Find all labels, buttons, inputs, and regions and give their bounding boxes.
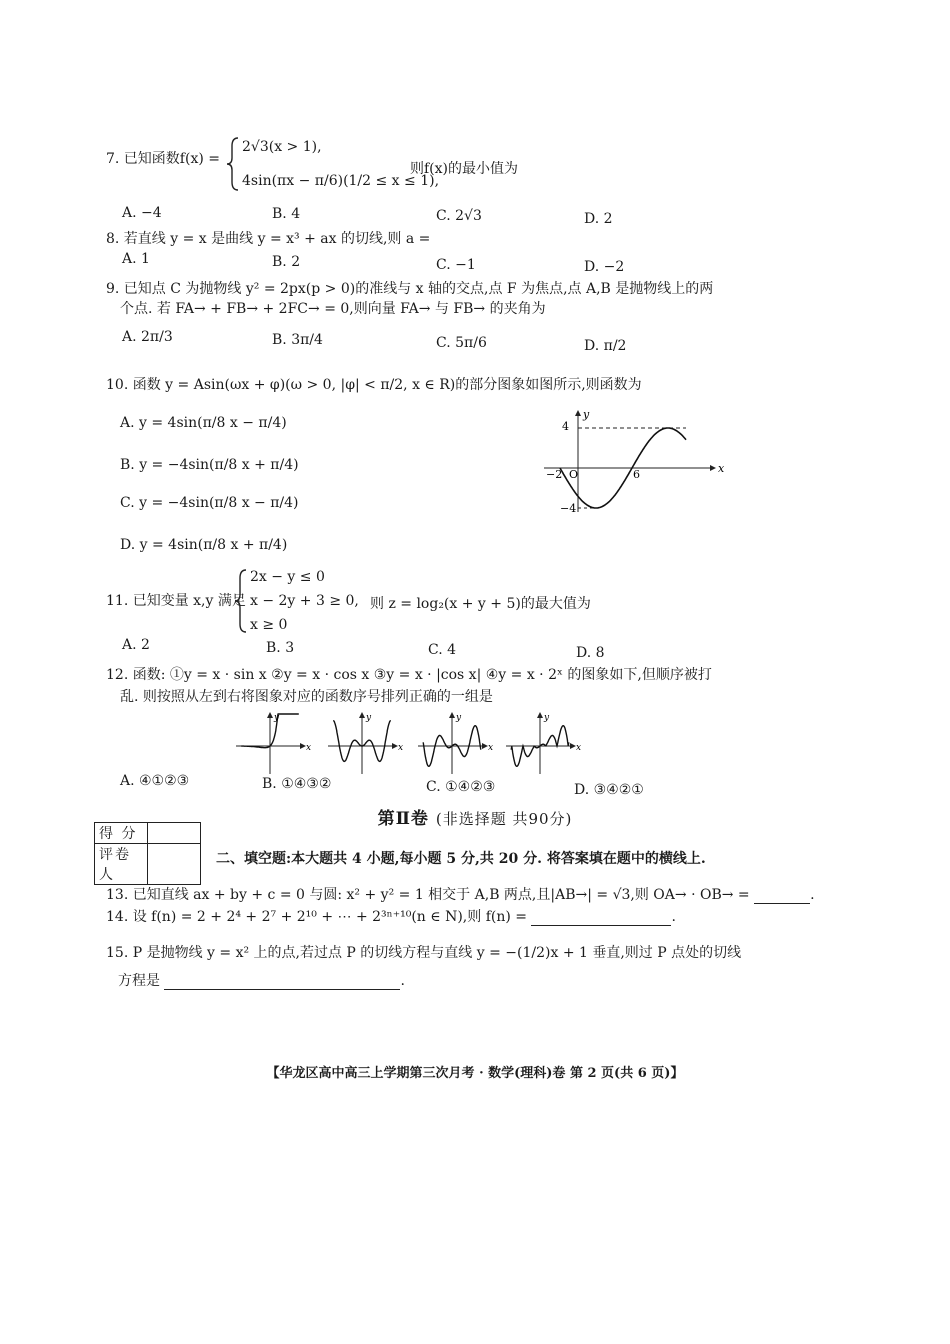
q8-option-c: C. −1 bbox=[436, 257, 476, 273]
q9-option-a: A. 2π/3 bbox=[122, 329, 173, 345]
q7-stem-end: 则f(x)的最小值为 bbox=[410, 161, 519, 177]
q12-g3-xlabel: x bbox=[488, 743, 494, 753]
q10-label-xaxis: x bbox=[718, 462, 725, 475]
q7-option-c: C. 2√3 bbox=[436, 208, 482, 224]
q11-constraint3: x ≥ 0 bbox=[250, 617, 288, 633]
score-cell bbox=[148, 823, 201, 844]
q10-label-origin: O bbox=[569, 468, 579, 481]
q11-option-b: B. 3 bbox=[266, 640, 295, 656]
grader-label: 评卷人 bbox=[95, 844, 148, 885]
q11-constraint2: x − 2y + 3 ≥ 0, bbox=[250, 593, 359, 609]
q10-option-b: B. y = −4sin(π/8 x + π/4) bbox=[120, 457, 299, 473]
grader-cell bbox=[148, 844, 201, 885]
q10-label-yaxis: y bbox=[583, 408, 590, 421]
q11-stem-end: 则 z = log₂(x + y + 5)的最大值为 bbox=[370, 596, 591, 612]
q9-option-b: B. 3π/4 bbox=[272, 332, 323, 348]
q8-option-a: A. 1 bbox=[122, 251, 150, 267]
part2-title: 第Ⅱ卷 bbox=[377, 809, 429, 829]
q7-option-b: B. 4 bbox=[272, 206, 301, 222]
q12-option-d: D. ③④②① bbox=[574, 782, 644, 798]
q10-option-d: D. y = 4sin(π/8 x + π/4) bbox=[120, 537, 288, 553]
q10-stem: 10. 函数 y = Asin(ωx + φ)(ω > 0, |φ| < π/2, x ∈ R)的部分图象如图所示,则函数为 bbox=[106, 377, 642, 393]
q10-label-ybottom: −4 bbox=[560, 502, 577, 515]
q12-g3-ylabel: y bbox=[456, 713, 462, 723]
q10-sine-graph bbox=[540, 406, 730, 518]
q7-brace bbox=[226, 136, 240, 192]
q10-option-c: C. y = −4sin(π/8 x − π/4) bbox=[120, 495, 299, 511]
q12-g4-ylabel: y bbox=[544, 713, 550, 723]
q8-option-d: D. −2 bbox=[584, 259, 625, 275]
q12-g1-xlabel: x bbox=[306, 743, 312, 753]
q14-line: 14. 设 f(n) = 2 + 2⁴ + 2⁷ + 2¹⁰ + ⋯ + 2³ⁿ⁺¹⁰(n ∈ N),则 f(n) = . bbox=[106, 909, 676, 925]
q11-brace bbox=[234, 568, 248, 634]
q11-option-d: D. 8 bbox=[576, 645, 605, 661]
q7-option-d: D. 2 bbox=[584, 211, 613, 227]
q11-constraint1: 2x − y ≤ 0 bbox=[250, 569, 325, 585]
q9-option-c: C. 5π/6 bbox=[436, 335, 487, 351]
score-box bbox=[94, 822, 201, 885]
q7-case1: 2√3(x > 1), bbox=[242, 139, 322, 155]
q9-stem-line1: 9. 已知点 C 为抛物线 y² = 2px(p > 0)的准线与 x 轴的交点,点 F 为焦点,点 A,B 是抛物线上的两 bbox=[106, 281, 714, 297]
q8-option-b: B. 2 bbox=[272, 254, 301, 270]
section2-heading: 二、填空题:本大题共 4 小题,每小题 5 分,共 20 分. 将答案填在题中的横线上. bbox=[216, 851, 706, 867]
q14-answer-blank[interactable] bbox=[531, 925, 671, 926]
q15-line2: 方程是 . bbox=[118, 973, 405, 989]
q15-line1: 15. P 是抛物线 y = x² 上的点,若过点 P 的切线方程与直线 y = −(1/2)x + 1 垂直,则过 P 点处的切线 bbox=[106, 945, 742, 961]
q15-stem-end: 方程是 bbox=[118, 973, 160, 989]
q9-stem-line2: 个点. 若 FA→ + FB→ + 2FC→ = 0,则向量 FA→ 与 FB→ 的夹角为 bbox=[120, 301, 546, 317]
page-footer: 【华龙区高中高三上学期第三次月考 · 数学(理科)卷 第 2 页(共 6 页)】 bbox=[266, 1066, 684, 1081]
q12-graph-4 bbox=[504, 710, 584, 778]
q12-graph-3 bbox=[416, 710, 496, 778]
q11-stem-start: 11. 已知变量 x,y 满足 bbox=[106, 593, 246, 609]
q12-option-b: B. ①④③② bbox=[262, 776, 332, 792]
q13-stem: 13. 已知直线 ax + by + c = 0 与圆: x² + y² = 1 相交于 A,B 两点,且|AB→| = √3,则 OA→ · OB→ = bbox=[106, 887, 750, 903]
part2-subtitle: (非选择题 共90分) bbox=[435, 810, 573, 828]
q7-option-a: A. −4 bbox=[122, 205, 162, 221]
q15-answer-blank[interactable] bbox=[164, 989, 400, 990]
q12-g2-ylabel: y bbox=[366, 713, 372, 723]
q13-line: 13. 已知直线 ax + by + c = 0 与圆: x² + y² = 1 相交于 A,B 两点,且|AB→| = √3,则 OA→ · OB→ = . bbox=[106, 887, 815, 903]
score-label: 得 分 bbox=[95, 823, 148, 844]
q10-label-xright: 6 bbox=[633, 468, 640, 481]
q10-x-arrow-icon bbox=[710, 465, 716, 471]
q12-option-c: C. ①④②③ bbox=[426, 779, 496, 795]
q7-stem-start: 7. 已知函数f(x) = bbox=[106, 151, 220, 167]
q11-option-a: A. 2 bbox=[122, 637, 150, 653]
q10-y-arrow-icon bbox=[575, 410, 581, 416]
q12-g4-xlabel: x bbox=[576, 743, 582, 753]
q12-graph-1 bbox=[234, 710, 314, 778]
q8-stem: 8. 若直线 y = x 是曲线 y = x³ + ax 的切线,则 a = bbox=[106, 231, 431, 247]
q11-option-c: C. 4 bbox=[428, 642, 457, 658]
q10-label-xleft: −2 bbox=[546, 468, 563, 481]
q12-g1-ylabel: y bbox=[274, 713, 280, 723]
q12-graph-2 bbox=[326, 710, 406, 778]
q10-option-a: A. y = 4sin(π/8 x − π/4) bbox=[120, 415, 287, 431]
q9-option-d: D. π/2 bbox=[584, 338, 627, 354]
q13-answer-blank[interactable] bbox=[754, 903, 810, 904]
q7-case2: 4sin(πx − π/6)(1/2 ≤ x ≤ 1), bbox=[242, 173, 440, 189]
q12-option-a: A. ④①②③ bbox=[120, 773, 190, 789]
q14-stem: 14. 设 f(n) = 2 + 2⁴ + 2⁷ + 2¹⁰ + ⋯ + 2³ⁿ⁺¹⁰(n ∈ N),则 f(n) = bbox=[106, 909, 527, 925]
q12-stem-line1: 12. 函数: ①y = x · sin x ②y = x · cos x ③y = x · |cos x| ④y = x · 2ˣ 的图象如下,但顺序被打 bbox=[106, 667, 712, 683]
q12-g2-xlabel: x bbox=[398, 743, 404, 753]
q10-label-ytop: 4 bbox=[562, 420, 569, 433]
q12-stem-line2: 乱. 则按照从左到右将图象对应的函数序号排列正确的一组是 bbox=[120, 689, 493, 705]
